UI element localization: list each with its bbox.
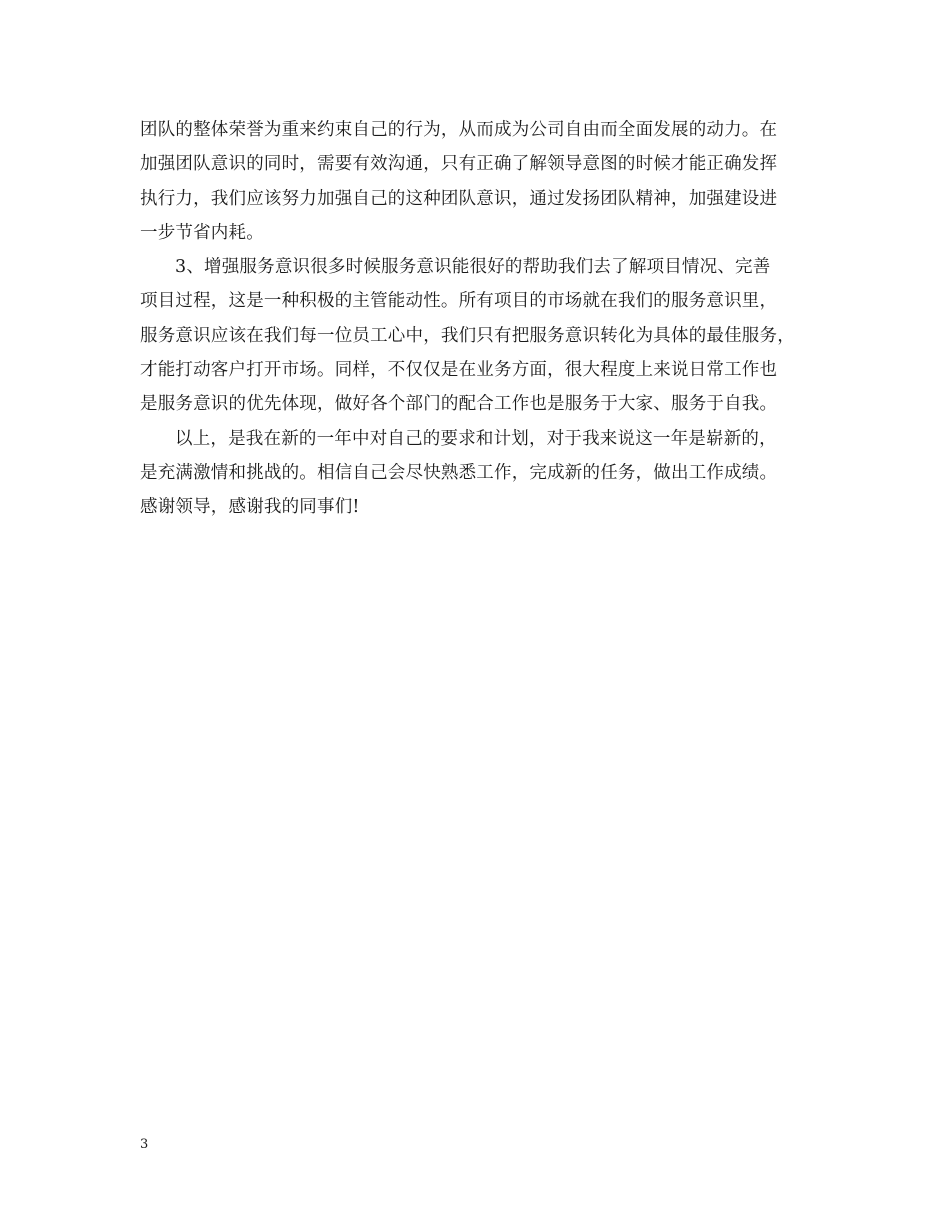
paragraph-2-line-5: 是服务意识的优先体现，做好各个部门的配合工作也是服务于大家、服务于自我。 [140, 394, 778, 415]
paragraph-1-line-3: 执行力，我们应该努力加强自己的这种团队意识，通过发扬团队精神，加强建设进 [140, 188, 778, 209]
paragraph-3-line-3: 感谢领导，感谢我的同事们! [140, 497, 360, 518]
paragraph-2-line-3: 服务意识应该在我们每一位员工心中，我们只有把服务意识转化为具体的最佳服务， [140, 325, 795, 346]
paragraph-2-line-4: 才能打动客户打开市场。同样，不仅仅是在业务方面，很大程度上来说日常工作也 [140, 360, 778, 381]
paragraph-1-line-1: 团队的整体荣誉为重来约束自己的行为，从而成为公司自由而全面发展的动力。在 [140, 120, 778, 140]
paragraph-1-line-2: 加强团队意识的同时，需要有效沟通，只有正确了解领导意图的时候才能正确发挥 [140, 154, 778, 175]
page-number: 3 [140, 1137, 149, 1152]
paragraph-2-line-2: 项目过程，这是一种积极的主管能动性。所有项目的市场就在我们的服务意识里， [140, 291, 778, 312]
paragraph-2-line-1: 3、增强服务意识很多时候服务意识能很好的帮助我们去了解项目情况、完善 [175, 257, 771, 278]
document-body [140, 113, 830, 525]
paragraph-3-line-2: 是充满激情和挑战的。相信自己会尽快熟悉工作，完成新的任务，做出工作成绩。 [140, 462, 778, 483]
paragraph-3-line-1: 以上，是我在新的一年中对自己的要求和计划，对于我来说这一年是崭新的， [175, 428, 777, 449]
paragraph-1-line-4: 一步节省内耗。 [140, 222, 264, 243]
